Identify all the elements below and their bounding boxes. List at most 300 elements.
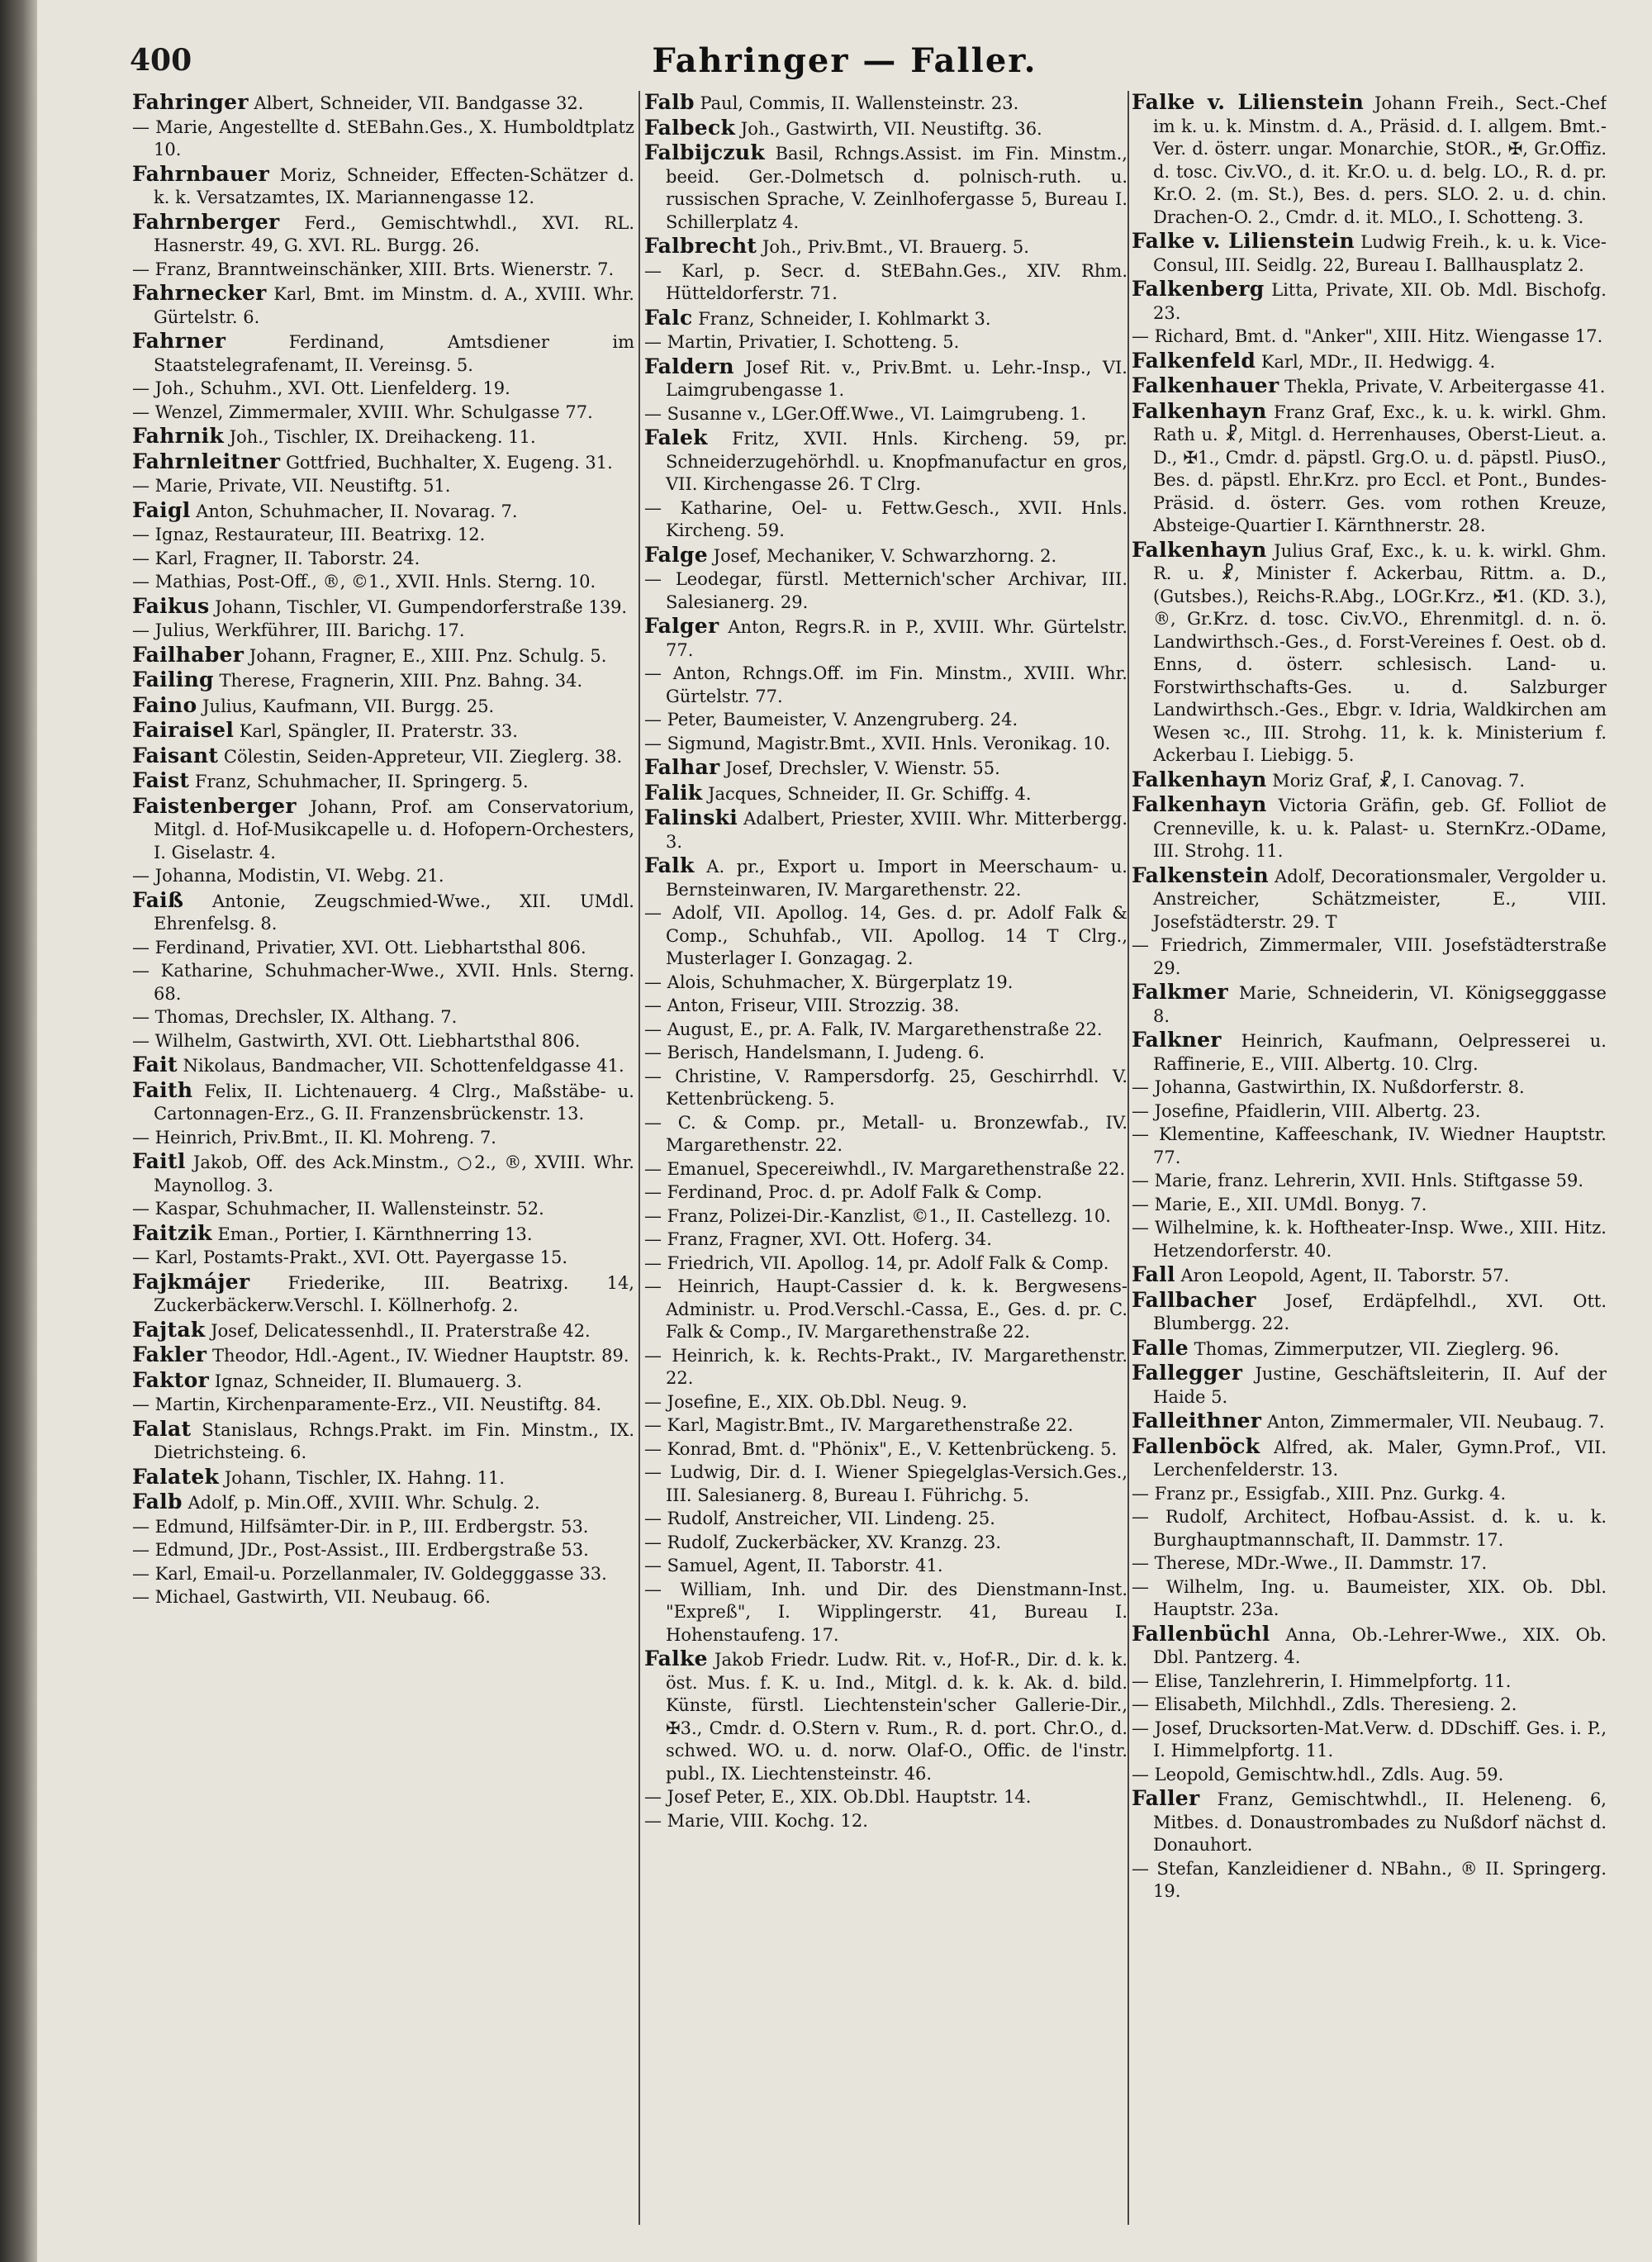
directory-entry [132,548,634,571]
binding-edge [0,0,37,2262]
directory-entry [1132,1576,1607,1622]
entry-headword: Falatek [132,1464,220,1489]
directory-entry [1132,1029,1607,1076]
entry-headword: Fahrnbauer [132,161,270,186]
directory-entry [132,668,634,693]
entry-headword: Falge [644,542,708,567]
entry-text: — Marie, Angestellte d. StEBahn.Ges., X. Humboldtplatz 10. [132,116,634,159]
entry-headword: Falk [644,853,695,877]
directory-entry [132,450,634,475]
directory-entry [132,719,634,744]
entry-text: Cölestin, Seiden-Appreteur, VII. Zieglerg. 38. [223,746,623,767]
entry-text: — Richard, Bmt. d. "Anker", XIII. Hitz. Wiengasse 17. [1132,326,1603,346]
entry-headword: Faistenberger [132,793,297,818]
directory-entry [132,1053,634,1078]
directory-entry [1132,1506,1607,1552]
column-2 [644,91,1127,2229]
entry-text: Jakob, Off. des Ack.Minstm., ○2., ®, XVIII. Whr. Maynollog. 3. [154,1152,634,1195]
entry-text: Eman., Portier, I. Kärnthnerring 13. [217,1224,533,1244]
entry-text: — Josef Peter, E., XIX. Ob.Dbl. Hauptstr. 14. [644,1787,1032,1807]
entry-text: Johann, Tischler, VI. Gumpendorferstraße 139. [215,596,628,617]
entry-text: — Stefan, Kanzleidiener d. NBahn., ® II. Springerg. 19. [1132,1858,1607,1901]
directory-entry [644,331,1127,354]
directory-entry [644,1252,1127,1276]
entry-text: Justine, Geschäftsleiterin, II. Auf der Haide 5. [1153,1364,1607,1407]
entry-text: — Elisabeth, Milchhdl., Zdls. Theresieng. 2. [1132,1694,1517,1714]
entry-headword: Fallenbüchl [1132,1621,1270,1646]
entry-text: — Susanne v., LGer.Off.Wwe., VI. Laimgrubeng. 1. [644,403,1087,424]
directory-entry [644,1112,1127,1157]
entry-headword: Faitl [132,1149,186,1173]
entry-text: — Peter, Baumeister, V. Anzengruberg. 24. [644,710,1018,729]
entry-text: — Franz, Branntweinschänker, XIII. Brts. Wienerstr. 7. [132,259,615,279]
directory-entry [644,806,1127,853]
directory-entry [1132,374,1607,399]
entry-text: — Alois, Schuhmacher, X. Bürgerplatz 19. [644,972,1014,992]
directory-entry [644,1555,1127,1578]
entry-text: — Ludwig, Dir. d. I. Wiener Spiegelglas-Versich.Ges., III. Salesianerg. 8, Bureau I. Führichg. 5. [644,1462,1127,1505]
directory-entry [644,902,1127,971]
entry-text: — Franz, Polizei-Dir.-Kanzlist, ©1., II. Castellezg. 10. [644,1205,1111,1226]
directory-entry [132,1030,634,1053]
entry-text: — Ferdinand, Privatier, XVI. Ott. Liebhartsthal 806. [132,937,586,958]
entry-headword: Falc [644,305,693,330]
entry-text: Anton, Zimmermaler, VII. Neubaug. 7. [1266,1412,1605,1432]
directory-entry [132,1222,634,1247]
entry-headword: Falkenhayn [1132,792,1267,816]
entry-headword: Fajtak [132,1317,206,1342]
directory-entry [132,475,634,498]
entry-text: Johann, Prof. am Conservatorium, Mitgl. d. Hof-Musikcapelle u. d. Hofopern-Orchesters, I. Giselastr. 4. [154,796,634,863]
directory-entry [644,1042,1127,1065]
directory-entry [644,972,1127,995]
directory-entry [1132,1670,1607,1694]
entry-headword: Faitzik [132,1220,212,1245]
directory-entry [132,865,634,888]
directory-entry [1132,1170,1607,1193]
directory-entry [1132,1337,1607,1361]
directory-entry [132,116,634,162]
entry-text: — Leodegar, fürstl. Metternich'scher Archivar, III. Salesianerg. 29. [644,569,1127,612]
directory-entry [132,1516,634,1539]
directory-entry [1132,1217,1607,1262]
entry-headword: Falinski [644,805,738,829]
directory-entry [1132,1694,1607,1717]
directory-entry [132,282,634,329]
entry-headword: Fahrnleitner [132,449,281,473]
directory-entry [644,756,1127,781]
directory-entry [644,235,1127,259]
page-header [37,43,1652,93]
directory-entry [1132,326,1607,349]
entry-headword: Falkner [1132,1028,1222,1052]
directory-entry [1132,981,1607,1028]
entry-headword: Falle [1132,1335,1189,1360]
entry-headword: Falat [132,1416,192,1441]
directory-entry [644,995,1127,1018]
entry-text: — Anton, Friseur, VIII. Strozzig. 38. [644,996,960,1015]
directory-entry [132,620,634,643]
entry-text: Albert, Schneider, VII. Bandgasse 32. [254,93,584,113]
entry-text: Ignaz, Schneider, II. Blumauerg. 3. [214,1371,523,1391]
entry-text: Nikolaus, Bandmacher, VII. Schottenfeldgasse 41. [183,1056,624,1076]
entry-headword: Fait [132,1053,178,1076]
entry-text: Franz Graf, Exc., k. u. k. wirkl. Ghm. Rath u. ☧, Mitgl. d. Herrenhauses, Oberst-Lieut. a. D., ✠1., Cmdr. d. päpstl. Grg.O. u. d. päpstl. PiusO., Bes. d. päpstl. Ehr.Krz. pro Eccl. et Pont., Bundes-Präsid. d. österr. Ges. vom rothen Kreuze, Absteige-Quartier I. Kärnthnerstr. 28. [1153,402,1607,535]
entry-headword: Fakler [132,1342,207,1366]
directory-entry [132,1369,634,1394]
entry-headword: Fall [1132,1262,1175,1286]
directory-entry [1132,230,1607,277]
entry-text: Moriz, Schneider, Effecten-Schätzer d. k. k. Versatzamtes, IX. Mariannengasse 12. [154,164,634,207]
entry-text: Karl, Spängler, II. Praterstr. 33. [239,721,518,741]
directory-entry [1132,768,1607,793]
entry-text: — Mathias, Post-Off., ®, ©1., XVII. Hnls. Sterng. 10. [132,572,596,592]
entry-headword: Falke [644,1647,708,1670]
entry-text: Theodor, Hdl.-Agent., IV. Wiedner Hauptstr. 89. [211,1346,629,1366]
entry-headword: Falhar [644,755,720,779]
directory-entry [1132,1787,1607,1857]
entry-headword: Falke v. Lilienstein [1132,229,1355,253]
directory-entry [1132,1483,1607,1506]
entry-text: Fritz, XVII. Hnls. Kircheng. 59, pr. Schneiderzugehörhdl. u. Knopfmanufactur en gros, VII. Kirchengasse 26. T Clrg. [666,429,1127,494]
directory-entry [1132,349,1607,374]
entry-text: — Therese, MDr.-Wwe., II. Dammstr. 17. [1132,1553,1488,1573]
directory-entry [132,1563,634,1586]
entry-text: Karl, Bmt. im Minstm. d. A., XVIII. Whr. Gürtelstr. 6. [154,284,634,327]
directory-entry [644,854,1127,901]
entry-headword: Falkenhayn [1132,398,1267,423]
entry-text: — Michael, Gastwirth, VII. Neubaug. 66. [132,1587,491,1607]
directory-entry [132,1198,634,1221]
entry-text: — Joh., Schuhm., XVI. Ott. Lienfelderg. 19. [132,378,510,398]
directory-entry [644,1228,1127,1252]
entry-text: — Thomas, Drechsler, IX. Althang. 7. [132,1007,458,1027]
entry-text: Aron Leopold, Agent, II. Taborstr. 57. [1180,1266,1510,1285]
directory-entry [1132,864,1607,934]
directory-entry [1132,1858,1607,1903]
directory-entry [132,644,634,668]
entry-headword: Falbrecht [644,234,757,258]
entry-text: — Karl, Magistr.Bmt., IV. Margarethenstraße 22. [644,1415,1074,1435]
running-title: Fahringer — Faller. [652,41,1037,80]
directory-entry [132,1466,634,1490]
directory-entry [132,378,634,401]
entry-headword: Falleithner [1132,1409,1262,1433]
entry-headword: Falger [644,614,719,638]
directory-entry [644,1181,1127,1205]
entry-text: Josef, Erdäpfelhdl., XVI. Ott. Blumbergg. 22. [1153,1290,1607,1333]
entry-text: Julius, Kaufmann, VII. Burgg. 25. [202,696,495,716]
entry-text: — Friedrich, VII. Apollog. 14, pr. Adolf Falk & Comp. [644,1252,1109,1273]
entry-text: Jakob Friedr. Ludw. Rit. v., Hof-R., Dir. d. k. k. öst. Mus. f. K. u. Ind., Mitgl. d. k. k. Ak. d. bild. Künste, fürstl. Liechtenstein'scher Gallerie-Dir., ✠3., Cmdr. d. O.Stern v. Rum., R. d. port. Chr.O., d. schwed. WO. u. d. norw. Olaf-O., Offic. de l'instr. publ., IX. Liechtensteinstr. 46. [666,1650,1127,1784]
directory-entry [132,960,634,1005]
directory-entry [132,1150,634,1197]
directory-entry [644,663,1127,708]
entry-text: Marie, Schneiderin, VI. Königsegggasse 8. [1153,983,1607,1026]
entry-text: — Martin, Privatier, I. Schotteng. 5. [644,332,960,352]
entry-text: Josef, Drechsler, V. Wienstr. 55. [725,758,1000,778]
directory-entry [132,402,634,425]
entry-text: Therese, Fragnerin, XIII. Pnz. Bahng. 34. [219,671,583,691]
directory-entry [132,259,634,282]
entry-headword: Falkenfeld [1132,348,1256,373]
directory-entry [644,1414,1127,1438]
entry-text: Karl, MDr., II. Hedwigg. 4. [1260,351,1496,372]
entry-text: Anton, Regrs.R. in P., XVIII. Whr. Gürtelstr. 77. [666,617,1127,660]
entry-text: — Wilhelmine, k. k. Hoftheater-Insp. Wwe., XIII. Hitz. Hetzendorferstr. 40. [1132,1218,1607,1261]
entry-text: — C. & Comp. pr., Metall- u. Bronzewfab., IV. Margarethenstr. 22. [644,1112,1127,1155]
entry-text: — Ignaz, Restaurateur, III. Beatrixg. 12. [132,525,486,544]
entry-headword: Falbijczuk [644,140,766,164]
directory-entry [132,769,634,794]
entry-text: Johann, Fragner, E., XIII. Pnz. Schulg. 5. [249,645,607,666]
directory-entry [1132,793,1607,863]
entry-text: — Karl, Postamts-Prakt., XVI. Ott. Payergasse 15. [132,1247,568,1267]
entry-headword: Faktor [132,1367,210,1392]
entry-text: — Heinrich, k. k. Rechts-Prakt., IV. Margarethenstr. 22. [644,1345,1127,1388]
entry-text: — Johanna, Modistin, VI. Webg. 21. [132,866,444,886]
entry-text: — Franz, Fragner, XVI. Ott. Hoferg. 34. [644,1229,992,1249]
column-rule [1127,91,1129,2225]
entry-text: Ferdinand, Amtsdiener im Staatstelegrafenamt, II. Vereinsg. 5. [154,332,634,375]
entry-text: A. pr., Export u. Import in Meerschaum- u. Bernsteinwaren, IV. Margarethenstr. 22. [666,857,1127,900]
entry-headword: Falke v. Lilienstein [1132,91,1365,114]
entry-headword: Falik [644,780,703,805]
directory-entry [1132,400,1607,538]
directory-entry [1132,1718,1607,1763]
entry-text: — Adolf, VII. Apollog. 14, Ges. d. pr. Adolf Falk & Comp., Schuhfab., VII. Apollog. 14 T Clrg., Musterlager I. Gonzagag. 2. [644,903,1127,968]
directory-entry [132,499,634,524]
entry-text: Thomas, Zimmerputzer, VII. Zieglerg. 96. [1194,1338,1559,1359]
directory-entry [644,260,1127,306]
entry-text: — Josefine, E., XIX. Ob.Dbl. Neug. 9. [644,1391,967,1412]
directory-entry [644,426,1127,497]
entry-headword: Fahrnik [132,424,225,448]
directory-entry [1132,1124,1607,1169]
entry-text: Adalbert, Priester, XVIII. Whr. Mitterbergg. 3. [666,809,1127,852]
entry-headword: Faikus [132,593,210,618]
directory-entry [132,1006,634,1029]
entry-text: — Friedrich, Zimmermaler, VIII. Josefstädterstraße 29. [1132,935,1607,978]
entry-text: — Klementine, Kaffeeschank, IV. Wiedner Hauptstr. 77. [1132,1124,1607,1167]
directory-entry [644,733,1127,756]
entry-headword: Falkenstein [1132,863,1269,887]
directory-entry [644,568,1127,614]
directory-entry [1132,1552,1607,1575]
directory-entry [1132,91,1607,229]
entry-text: Felix, II. Lichtenauerg. 4 Clrg., Maßstäbe- u. Cartonnagen-Erz., G. II. Franzensbrückenstr. 13. [154,1081,634,1124]
entry-text: Johann Freih., Sect.-Chef im k. u. k. Minstm. d. A., Präsid. d. I. allgem. Bmt.-Ver. d. österr. ungar. Monarchie, StOR., ✠, Gr.Offiz. d. tosc. Civ.VO., d. it. Kr.O. u. d. belg. LO., R. d. pr. Kr.O. 2. (m. St.), Bes. d. pers. SLO. 2. u. d. chin. Drachen-O. 2., Cmdr. d. it. MLO., I. Schotteng. 3. [1153,93,1607,227]
entry-text: — Berisch, Handelsmann, I. Judeng. 6. [644,1043,985,1062]
entry-headword: Fallegger [1132,1361,1243,1385]
entry-text: — Marie, franz. Lehrerin, XVII. Hnls. Stiftgasse 59. [1132,1171,1584,1190]
entry-text: — Josef, Drucksorten-Mat.Verw. d. DDschiff. Ges. i. P., I. Himmelpfortg. 11. [1132,1718,1607,1761]
directory-entry [132,1343,634,1368]
entry-text: Victoria Gräfin, geb. Gf. Folliot de Crenneville, k. u. k. Palast- u. SternKrz.-ODame, III. Strohg. 11. [1153,796,1607,861]
entry-text: — August, E., pr. A. Falk, IV. Margarethenstraße 22. [644,1019,1103,1039]
entry-headword: Fahrner [132,329,226,353]
entry-text: Adolf, p. Min.Off., XVIII. Whr. Schulg. 2. [188,1493,540,1513]
entry-text: — Emanuel, Specereiwhdl., IV. Margarethenstraße 22. [644,1158,1126,1179]
entry-headword: Falek [644,425,708,449]
directory-entry [132,163,634,210]
directory-entry [132,1271,634,1318]
directory-entry [1132,1289,1607,1336]
entry-text: — Kaspar, Schuhmacher, II. Wallensteinstr. 52. [132,1199,544,1219]
entry-text: Johann, Tischler, IX. Hahng. 11. [224,1467,506,1488]
entry-text: Ferd., Gemischtwhdl., XVI. RL. Hasnerstr. 49, G. XVI. RL. Burgg. 26. [154,212,634,255]
directory-entry [644,1810,1127,1833]
directory-entry [132,425,634,449]
entry-text: Thekla, Private, V. Arbeitergasse 41. [1284,377,1606,397]
entry-text: Friederike, III. Beatrixg. 14, Zuckerbäckerw.Verschl. I. Köllnerhofg. 2. [154,1272,634,1315]
column-rule [638,91,640,2225]
entry-text: — William, Inh. und Dir. des Dienstmann-Inst. "Expreß", I. Wipplingerstr. 41, Bureau I. Hohenstaufeng. 17. [644,1579,1127,1645]
entry-headword: Faller [1132,1786,1200,1810]
column-1 [132,91,634,2229]
directory-entry [132,571,634,594]
directory-entry [644,544,1127,568]
directory-entry [644,403,1127,426]
directory-entry [1132,539,1607,767]
directory-entry [644,1508,1127,1531]
directory-entry [644,1276,1127,1344]
entry-text: — Marie, Private, VII. Neustiftg. 51. [132,476,451,496]
entry-headword: Falb [132,1490,183,1514]
entry-text: Litta, Private, XII. Ob. Mdl. Bischofg. 23. [1153,280,1607,323]
entry-headword: Failhaber [132,642,244,667]
entry-text: Moriz Graf, ☧, I. Canovag. 7. [1272,770,1526,791]
entry-text: — Edmund, Hilfsämter-Dir. in P., III. Erdbergstr. 53. [132,1516,589,1537]
entry-text: — Elise, Tanzlehrerin, I. Himmelpfortg. 11. [1132,1670,1512,1691]
directory-entry [1132,1623,1607,1670]
entry-text: — Heinrich, Haupt-Cassier d. k. k. Bergwesens-Administr. u. Prod.Verschl.-Cassa, E., Ges. d. pr. C. Falk & Comp., IV. Margarethenstraße 22. [644,1276,1127,1342]
entry-text: Jacques, Schneider, II. Gr. Schiffg. 4. [708,783,1032,804]
directory-entry [132,1127,634,1150]
entry-text: Anton, Schuhmacher, II. Novarag. 7. [196,501,518,521]
entry-headword: Falkenhauer [1132,373,1279,397]
entry-headword: Fahrnecker [132,281,267,305]
entry-text: Julius Graf, Exc., k. u. k. wirkl. Ghm. R. u. ☧, Minister f. Ackerbau, Rittm. a. D., (Gutsbes.), Reichs-R.Abg., LOGr.Krz., ✠1. (KD. 3.), ®, Gr.Krz. d. tosc. Civ.VO., Ehrenmitgl. d. n. ö. Landwirthsch.-Ges., d. Forst-Vereines f. Oest. ob d. Enns, d. österr. schlesisch. Land- u. Forstwirthschafts-Ges. u. d. Salzburger Landwirthsch.-Ges., Ebgr. v. Idria, Waldkirchen am Wesen ꝛc., III. Strohg. 11, k. k. Ministerium f. Ackerbau I. Liebigg. 5. [1153,540,1607,765]
entry-text: — Marie, E., XII. UMdl. Bonyg. 7. [1132,1194,1427,1214]
directory-entry [1132,1435,1607,1482]
entry-text: — Johanna, Gastwirthin, IX. Nußdorferstr. 8. [1132,1077,1525,1097]
directory-entry [644,307,1127,331]
directory-entry [132,1490,634,1515]
directory-entry [132,1394,634,1417]
directory-entry [132,524,634,547]
entry-headword: Falkmer [1132,980,1229,1004]
directory-entry [1132,934,1607,980]
entry-headword: Falkenhayn [1132,767,1267,791]
directory-entry [644,1786,1127,1809]
entry-text: Anna, Ob.-Lehrer-Wwe., XIX. Ob. Dbl. Pantzerg. 4. [1153,1624,1607,1667]
entry-headword: Falb [644,91,695,114]
directory-entry [644,1391,1127,1414]
entry-text: Franz, Schneider, I. Kohlmarkt 3. [698,308,991,329]
directory-entry [132,1079,634,1126]
entry-text: Joh., Gastwirth, VII. Neustiftg. 36. [740,118,1042,139]
directory-page [37,0,1652,2262]
directory-entry [132,937,634,960]
directory-entry [644,1066,1127,1111]
directory-entry [644,1579,1127,1647]
directory-entry [132,595,634,620]
directory-entry [1132,278,1607,325]
entry-headword: Faist [132,768,190,792]
directory-entry [132,91,634,116]
entry-text: — Karl, Fragner, II. Taborstr. 24. [132,548,420,568]
entry-text: — Ferdinand, Proc. d. pr. Adolf Falk & Comp. [644,1182,1042,1202]
entry-text: Franz, Gemischtwhdl., II. Heleneng. 6, Mitbes. d. Donaustrombades zu Nußdorf nächst d. Donauhort. [1153,1789,1607,1855]
column-3 [1132,91,1607,2229]
entry-headword: Fallenböck [1132,1433,1260,1458]
directory-entry [1132,1764,1607,1787]
directory-entry [132,211,634,258]
entry-text: Ludwig Freih., k. u. k. Vice-Consul, III. Seidlg. 22, Bureau I. Ballhausplatz 2. [1153,232,1607,275]
directory-entry [1132,1194,1607,1217]
entry-text: — Rudolf, Zuckerbäcker, XV. Kranzg. 23. [644,1532,1002,1552]
directory-entry [132,1418,634,1465]
entry-text: Basil, Rchngs.Assist. im Fin. Minstm., beeid. Ger.-Dolmetsch d. polnisch-ruth. u. russischen Sprache, V. Zeinlhofergasse 5, Bureau I. Schillerplatz 4. [666,144,1127,232]
entry-text: — Rudolf, Architect, Hofbau-Assist. d. k. u. k. Burghauptmannschaft, II. Dammstr. 17. [1132,1507,1607,1550]
entry-text: Antonie, Zeugschmied-Wwe., XII. UMdl. Ehrenfelsg. 8. [154,891,634,934]
entry-text: — Leopold, Gemischtw.hdl., Zdls. Aug. 59. [1132,1764,1504,1784]
entry-text: — Katharine, Oel- u. Fettw.Gesch., XVII. Hnls. Kircheng. 59. [644,497,1127,540]
entry-headword: Faisant [132,743,219,767]
entry-text: Alfred, ak. Maler, Gymn.Prof., VII. Lerchenfelderstr. 13. [1153,1437,1607,1480]
directory-entry [1132,1076,1607,1100]
entry-headword: Fajkmájer [132,1269,250,1294]
entry-headword: Falkenhayn [1132,537,1267,562]
directory-entry [644,1345,1127,1390]
entry-text: — Samuel, Agent, II. Taborstr. 41. [644,1556,943,1575]
entry-text: — Josefine, Pfaidlerin, VIII. Albertg. 23. [1132,1100,1481,1121]
entry-text: — Wenzel, Zimmermaler, XVIII. Whr. Schulgasse 77. [132,402,593,422]
directory-entry [644,1205,1127,1228]
entry-text: Josef Rit. v., Priv.Bmt. u. Lehr.-Insp., VI. Laimgrubengasse 1. [666,357,1127,400]
directory-entry [644,355,1127,402]
directory-entry [644,1461,1127,1507]
directory-entry [132,330,634,377]
entry-text: — Konrad, Bmt. d. "Phönix", E., V. Kettenbrückeng. 5. [644,1438,1118,1459]
directory-entry [644,1532,1127,1555]
entry-text: — Sigmund, Magistr.Bmt., XVII. Hnls. Veronikag. 10. [644,733,1111,753]
entry-text: — Rudolf, Anstreicher, VII. Lindeng. 25. [644,1509,995,1528]
entry-text: — Christine, V. Rampersdorfg. 25, Geschirrhdl. V. Kettenbrückeng. 5. [644,1066,1127,1109]
entry-headword: Fallbacher [1132,1287,1256,1312]
directory-entry [132,744,634,769]
directory-entry [1132,1263,1607,1288]
directory-entry [644,1158,1127,1181]
entry-text: Gottfried, Buchhalter, X. Eugeng. 31. [286,452,613,473]
entry-text: Adolf, Decorationsmaler, Vergolder u. Anstreicher, Schätzmeister, E., VIII. Josefstädterstr. 29. T [1153,866,1607,932]
directory-entry [1132,1361,1607,1409]
directory-entry [1132,1409,1607,1434]
entry-text: — Karl, Email-u. Porzellanmaler, IV. Goldegggasse 33. [132,1563,607,1584]
directory-entry [132,1539,634,1562]
entry-headword: Fahrnberger [132,209,280,234]
directory-entry [644,615,1127,662]
entry-text: Joh., Priv.Bmt., VI. Brauerg. 5. [762,237,1029,257]
entry-text: Paul, Commis, II. Wallensteinstr. 23. [700,93,1019,113]
entry-text: Heinrich, Kaufmann, Oelpresserei u. Raffinerie, E., VIII. Albertg. 10. Clrg. [1153,1031,1607,1074]
directory-entry [644,1019,1127,1042]
entry-headword: Faino [132,692,197,717]
entry-text: — Karl, p. Secr. d. StEBahn.Ges., XIV. Rhm. Hütteldorferstr. 71. [644,260,1127,303]
entry-text: — Julius, Werkführer, III. Barichg. 17. [132,620,465,640]
entry-text: — Marie, VIII. Kochg. 12. [644,1810,868,1831]
